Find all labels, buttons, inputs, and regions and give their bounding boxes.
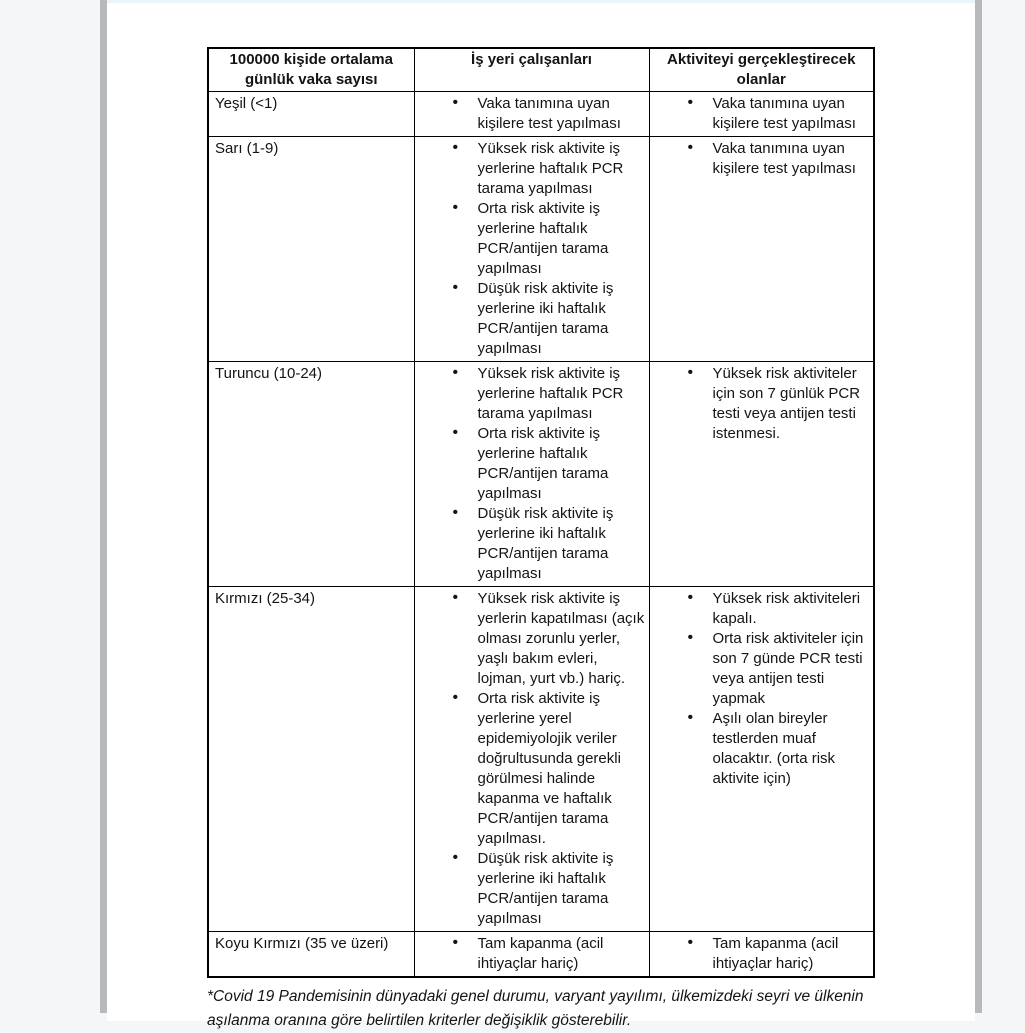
bullet-list — [415, 364, 647, 584]
bullet-item: • Vaka tanımına uyan kişilere test yapılması — [650, 139, 872, 179]
bullet-item: • Orta risk aktivite iş yerlerine haftalık PCR/antijen tarama yapılması — [415, 424, 647, 504]
activity-measures-cell — [649, 92, 874, 137]
table-row — [208, 137, 874, 362]
bullet-list — [650, 139, 872, 179]
table-row — [208, 362, 874, 587]
bullet-item: • Tam kapanma (acil ihtiyaçlar hariç) — [415, 934, 647, 974]
document-page — [107, 0, 975, 1029]
bullet-item: • Vaka tanımına uyan kişilere test yapılması — [650, 94, 872, 134]
column-header-workplace-employees: İş yeri çalışanları — [414, 48, 649, 92]
column-header-case-rate: 100000 kişide ortalama günlük vaka sayısı — [208, 48, 414, 92]
bullet-list — [415, 934, 647, 974]
bullet-list — [650, 364, 872, 444]
bullet-item: • Yüksek risk aktiviteler için son 7 günlük PCR testi veya antijen testi istenmesi. — [650, 364, 872, 444]
table-row — [208, 932, 874, 978]
bullet-item: • Düşük risk aktivite iş yerlerine iki haftalık PCR/antijen tarama yapılması — [415, 279, 647, 359]
bullet-item: • Orta risk aktivite iş yerlerine haftalık PCR/antijen tarama yapılması — [415, 199, 647, 279]
bullet-item: • Yüksek risk aktivite iş yerlerine haftalık PCR tarama yapılması — [415, 364, 647, 424]
workplace-measures-cell — [414, 92, 649, 137]
page-edge-right — [975, 0, 982, 1013]
workplace-measures-cell — [414, 137, 649, 362]
activity-measures-cell — [649, 137, 874, 362]
table-row — [208, 587, 874, 932]
workplace-measures-cell — [414, 932, 649, 978]
table-row — [208, 92, 874, 137]
bullet-item: • Düşük risk aktivite iş yerlerine iki haftalık PCR/antijen tarama yapılması — [415, 849, 647, 929]
bullet-list — [650, 94, 872, 134]
bullet-item: • Yüksek risk aktivite iş yerlerine haftalık PCR tarama yapılması — [415, 139, 647, 199]
page-content — [207, 47, 897, 1033]
table-header-row — [208, 48, 874, 92]
bullet-item: • Orta risk aktivite iş yerlerine yerel epidemiyolojik veriler doğrultusunda gerekli görülmesi halinde kapanma ve haftalık PCR/antijen tarama yapılması. — [415, 689, 647, 849]
bullet-item: • Yüksek risk aktiviteleri kapalı. — [650, 589, 872, 629]
risk-level-cell: Koyu Kırmızı (35 ve üzeri) — [208, 932, 414, 978]
footnote: *Covid 19 Pandemisinin dünyadaki genel durumu, varyant yayılımı, ülkemizdeki seyri ve ülkenin aşılanma oranına göre belirtilen kriterler değişiklik gösterebilir. — [207, 988, 864, 1029]
risk-level-cell: Sarı (1-9) — [208, 137, 414, 362]
page-edge-left — [100, 0, 107, 1013]
column-header-activity-performers: Aktiviteyi gerçekleştirecek olanlar — [649, 48, 874, 92]
activity-measures-cell — [649, 362, 874, 587]
bullet-item: • Vaka tanımına uyan kişilere test yapılması — [415, 94, 647, 134]
bullet-list — [650, 934, 872, 974]
risk-level-cell: Yeşil (<1) — [208, 92, 414, 137]
bullet-item: • Tam kapanma (acil ihtiyaçlar hariç) — [650, 934, 872, 974]
activity-measures-cell — [649, 932, 874, 978]
bullet-list — [415, 139, 647, 359]
bullet-item: • Yüksek risk aktivite iş yerlerin kapatılması (açık olması zorunlu yerler, yaşlı bakım evleri, lojman, yurt vb.) hariç. — [415, 589, 647, 689]
workplace-measures-cell — [414, 362, 649, 587]
bullet-item: • Düşük risk aktivite iş yerlerine iki haftalık PCR/antijen tarama yapılması — [415, 504, 647, 584]
workplace-measures-cell — [414, 587, 649, 932]
covid-risk-level-table — [207, 47, 875, 978]
bullet-item: • Orta risk aktiviteler için son 7 günde PCR testi veya antijen testi yapmak — [650, 629, 872, 709]
activity-measures-cell — [649, 587, 874, 932]
risk-level-cell: Kırmızı (25-34) — [208, 587, 414, 932]
page-top-highlight — [107, 0, 975, 3]
bullet-list — [415, 94, 647, 134]
risk-level-cell: Turuncu (10-24) — [208, 362, 414, 587]
bullet-list — [650, 589, 872, 789]
bullet-list — [415, 589, 647, 929]
table-body — [208, 92, 874, 978]
bullet-item: • Aşılı olan bireyler testlerden muaf olacaktır. (orta risk aktivite için) — [650, 709, 872, 789]
